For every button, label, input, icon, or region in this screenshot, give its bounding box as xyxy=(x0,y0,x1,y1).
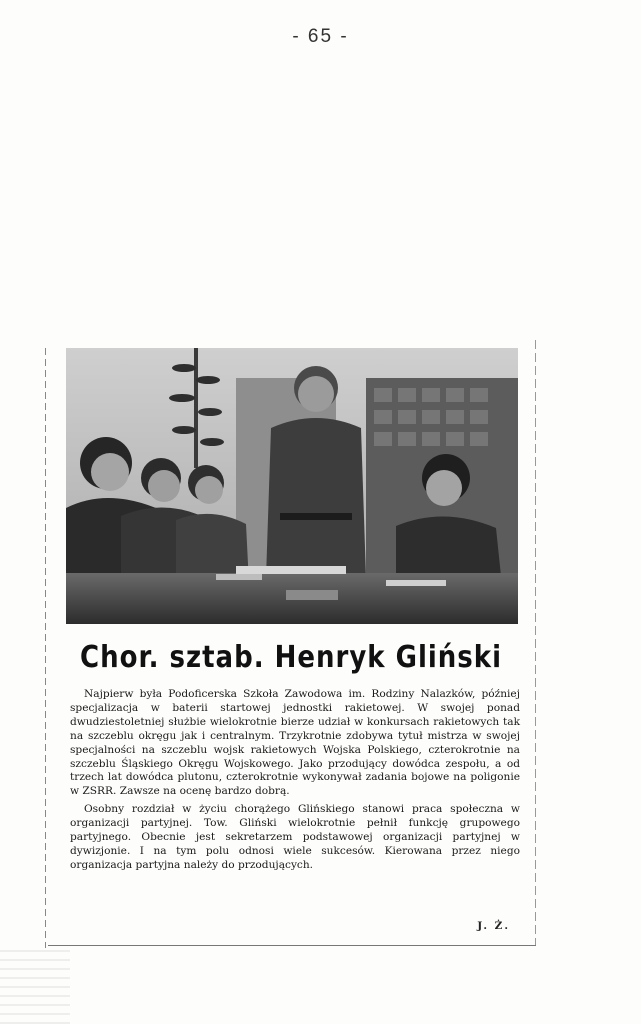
author-signature: J. Ż. xyxy=(477,920,510,932)
article-headline: Chor. sztab. Henryk Gliński xyxy=(80,640,502,676)
news-photo xyxy=(66,348,518,624)
newspaper-clipping xyxy=(44,340,538,948)
scan-bleed-through xyxy=(0,950,70,1024)
article-paragraph: Osobny rozdział w życiu chorążego Glińskiego stanowi praca społeczna w organizacji partyjnej. Tow. Gliński wielokrotnie pełnił funkcję grupowego partyjnego. Obecnie jest sekretarzem podstawowej organizacji partyjnej w dywizjonie. I na tym polu odnosi wiele sukcesów. Kierowana przez niego organizacja partyjna należy do przodujących. xyxy=(70,803,520,871)
photograph-icon xyxy=(66,348,518,624)
clipping-bottom-edge xyxy=(48,945,536,946)
article-body xyxy=(70,688,520,873)
article-paragraph: Najpierw była Podoficerska Szkoła Zawodowa im. Rodziny Nalazków, później specjalizacja w baterii startowej jednostki rakietowej. W swojej ponad dwudziestoletniej służbie wielokrotnie bierze udział w konkursach rakietowych tak na szczeblu okręgu jak i centralnym. Trzykrotnie zdobywa tytuł mistrza w swojej specjalności na szczeblu wojsk rakietowych Wojska Polskiego, czterokrotnie na szczeblu Śląskiego Okręgu Wojskowego. Jako przodujący dowódca zespołu, a od trzech lat dowódca plutonu, czterokrotnie wykonywał zadania bojowe na poligonie w ZSRR. Zawsze na ocenę bardzo dobrą. xyxy=(70,688,520,798)
page-number: - 65 - xyxy=(292,26,349,47)
